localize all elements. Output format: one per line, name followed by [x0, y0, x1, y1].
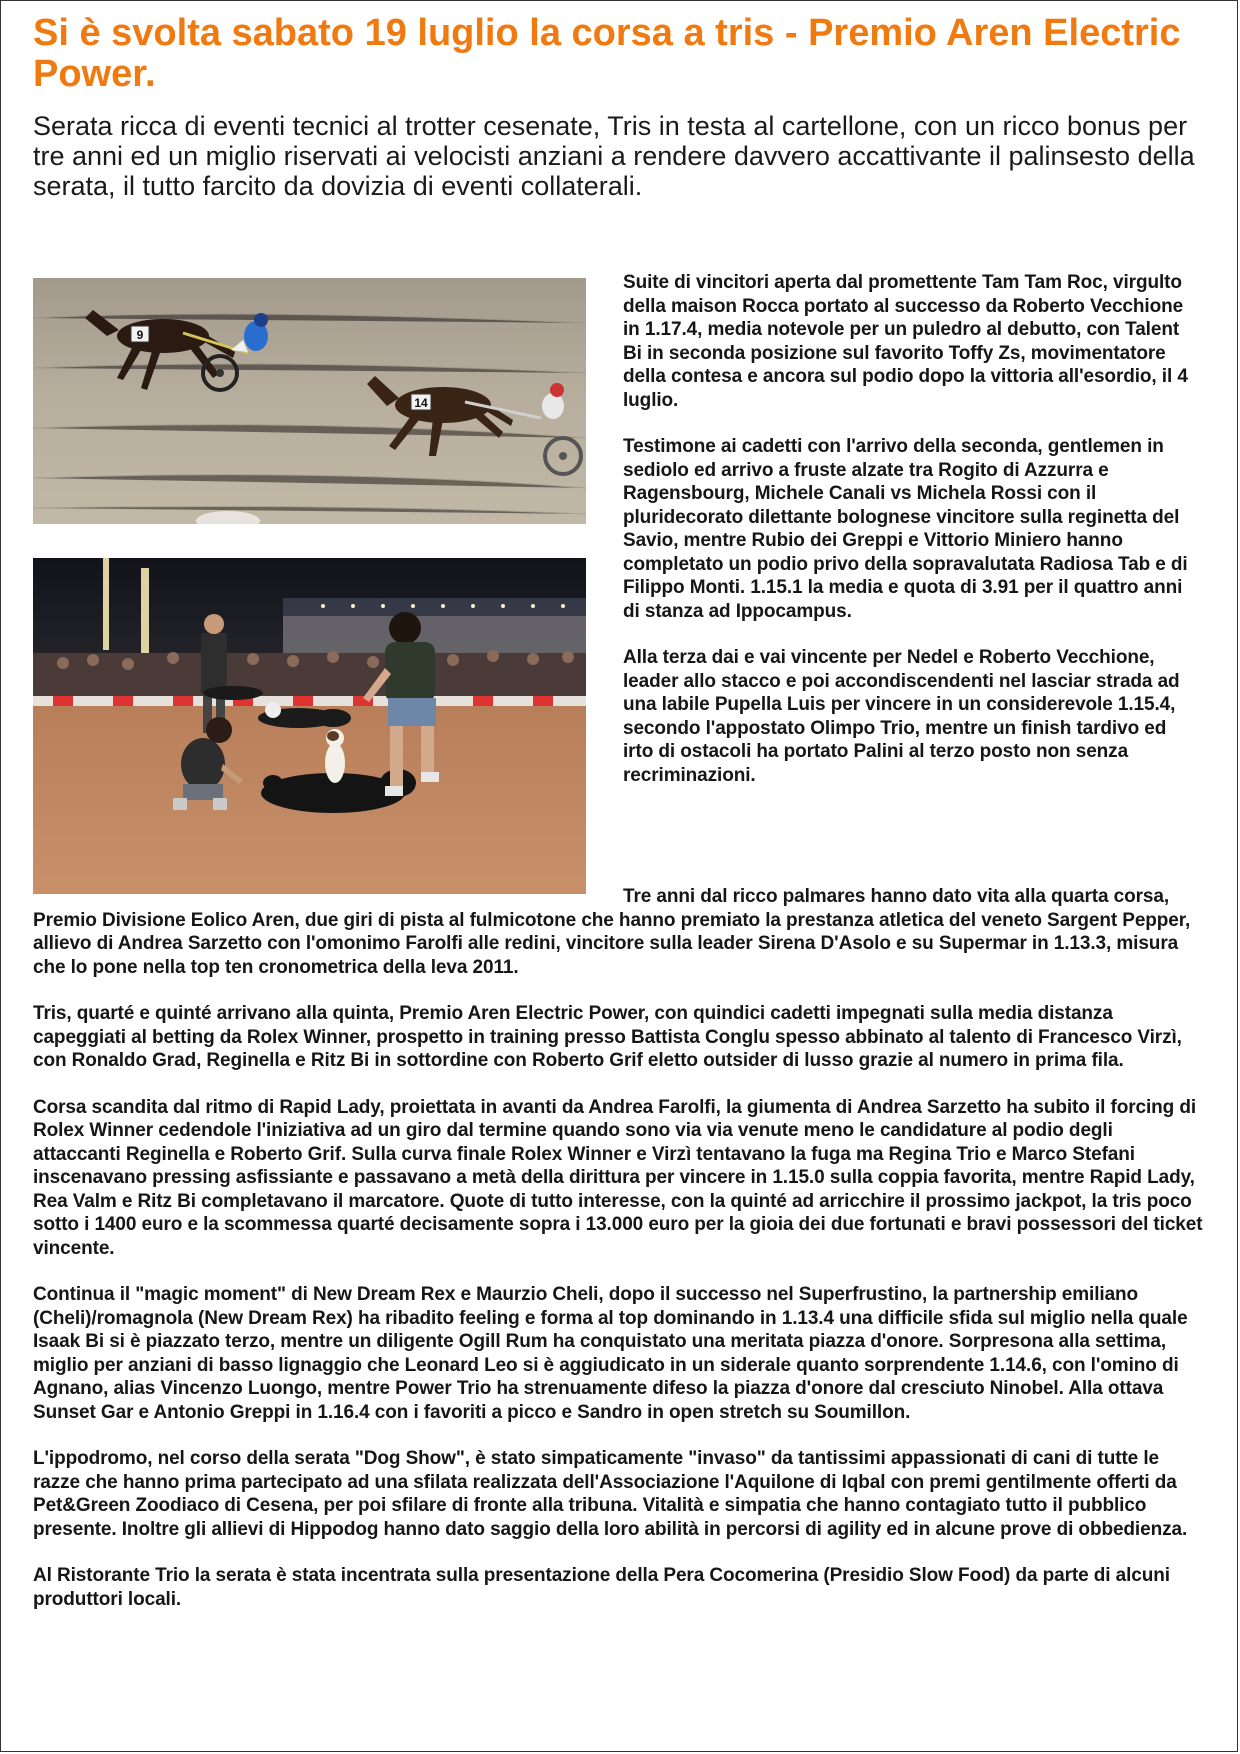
dog-distant [203, 686, 263, 700]
race-photo [33, 278, 586, 524]
paragraph-second-race: Testimone ai cadetti con l'arrivo della seconda, gentlemen in sediolo ed arrivo a fruste alzate tra Rogito di Azzurra e Ragensbourg, Michele Canali vs Michela Rossi con il pluridecorato dilettante bolognese vincitore sulla reginetta del Savio, mentre Rubio dei Greppi e Vittorio Miniero hanno completato un podio privo della sopravalutata Radiosa Tab e di Filippo Monti. 1.15.1 la media e quota di 3.91 per il quattro anni di stanza ad Ippocampus. [623, 436, 1188, 622]
paragraph-fourth-race: Tre anni dal ricco palmares hanno dato vita alla quarta corsa, Premio Divisione Eolico Aren, due giri di pista al fulmicotone che hanno premiato la prestanza atletica del veneto Sargent Pepper, allievo di Andrea Sarzetto con l'omonimo Farolfi alle redini, vincitore sulla leader Sirena D'Asolo e su Supermar in 1.13.3, misura che lo pone nella top ten cronometrica della leva 2011. [33, 886, 1191, 978]
paragraph-fifth-race: Tris, quarté e quinté arrivano alla quinta, Premio Aren Electric Power, con quindici cadetti impegnati sulla media distanza capeggiati al betting da Rolex Winner, prospetto in training presso Battista Conglu spesso abbinato al talento di Francesco Virzì, con Ronaldo Grad, Reginella e Ritz Bi in sottordine con Roberto Grif eletto outsider di lusso grazie al numero in prima fila. [33, 1003, 1182, 1071]
dog-show-photo [33, 558, 586, 894]
paragraph-race-report: Corsa scandita dal ritmo di Rapid Lady, proiettata in avanti da Andrea Farolfi, la giumenta di Andrea Sarzetto ha subito il forcing di Rolex Winner cedendole l'iniziativa ad un giro dal termine quando sono via via venute meno le candidature al podio degli attaccanti Reginella e Roberto Grif. Sulla curva finale Rolex Winner e Virzì tentavano la fuga ma Regina Trio e Marco Stefani inscenavano pressing asfissiante e passavano a metà della dirittura per vincere in 1.15.0 sulla coppia favorita, mentre Rapid Lady, Rea Valm e Ritz Bi completavano il marcatore. Quote di tutto interesse, con la quinté ad arricchire il prossimo jackpot, la tris poco sotto i 1400 euro e la scommessa quarté decisamente sopra i 13.000 euro per la gioia dei due fortunati e bravi possessori del ticket vincente. [33, 1096, 1203, 1259]
paragraph-restaurant: Al Ristorante Trio la serata è stata incentrata sulla presentazione della Pera Cocomerina (Presidio Slow Food) da parte di alcuni produttori locali. [33, 1565, 1170, 1610]
paragraph-third-race: Alla terza dai e vai vincente per Nedel e Roberto Vecchione, leader allo stacco e poi accondiscendenti nel lasciar strada ad una labile Pupella Luis per vincere in un considerevole 1.15.4, secondo l'appostato Olimpo Trio, mentre un finish tardivo ed irto di ostacoli ha portato Palini al terzo posto non senza recriminazioni. [623, 647, 1180, 786]
side-column [623, 271, 1193, 810]
paragraph-magic-moment: Continua il "magic moment" di New Dream Rex e Maurzio Cheli, dopo il successo nel Superfrustino, la partnership emiliano (Cheli)/romagnola (New Dream Rex) ha ribadito feeling e forma al top dominando in 1.13.4 una difficile sfida sul miglio nella quale Isaak Bi si è piazzato terzo, mentre un diligente Ogill Rum ha conquistato una meritata piazza d'onore. Sorpresona alla settima, miglio per anziani di basso lignaggio che Leonard Leo si è aggiudicato in un siderale quanto sorprendente 1.14.6, con l'omino di Agnano, alias Vincenzo Luongo, mentre Power Trio ha strenuamente difeso la piazza d'onore dal cresciuto Ninobel. Alla ottava Sunset Gar e Antonio Greppi in 1.16.4 con i favoriti a picco e Sandro in open stretch su Soumillon. [33, 1284, 1188, 1423]
paragraph-first-race: Suite di vincitori aperta dal promettente Tam Tam Roc, virgulto della maison Rocca portato al successo da Roberto Vecchione in 1.17.4, media notevole per un puledro al debutto, con Talent Bi in seconda posizione sul favorito Toffy Zs, movimentatore della contesa e ancora sul podio dopo la vittoria all'esordio, il 4 luglio. [623, 272, 1188, 411]
article-title: Si è svolta sabato 19 luglio la corsa a tris - Premio Aren Electric Power. [33, 12, 1181, 95]
article-body [33, 885, 1203, 1634]
article-lead: Serata ricca di eventi tecnici al trotter cesenate, Tris in testa al cartellone, con un ricco bonus per tre anni ed un miglio riservati ai velocisti anziani a rendere davvero accattivante il palinsesto della serata, il tutto farcito da dovizia di eventi collaterali. [33, 111, 1195, 201]
paragraph-dog-show: L'ippodromo, nel corso della serata "Dog Show", è stato simpaticamente "invaso" da tantissimi appassionati di cani di tutte le razze che hanno prima partecipato ad una sfilata realizzata dell'Associazione l'Aquilone di Iqbal con premi gentilmente offerti da Pet&Green Zoodiaco di Cesena, per poi sfilare di fronte alla tribuna. Vitalità e simpatia che hanno contagiato tutto il pubblico presente. Inoltre gli allievi di Hippodog hanno dato saggio della loro abilità in percorsi di agility ed in alcune prove di obbedienza. [33, 1448, 1188, 1540]
race-bib-14: 14 [414, 396, 428, 410]
dog-jack-russell [325, 729, 345, 783]
race-bib-9: 9 [136, 328, 144, 342]
